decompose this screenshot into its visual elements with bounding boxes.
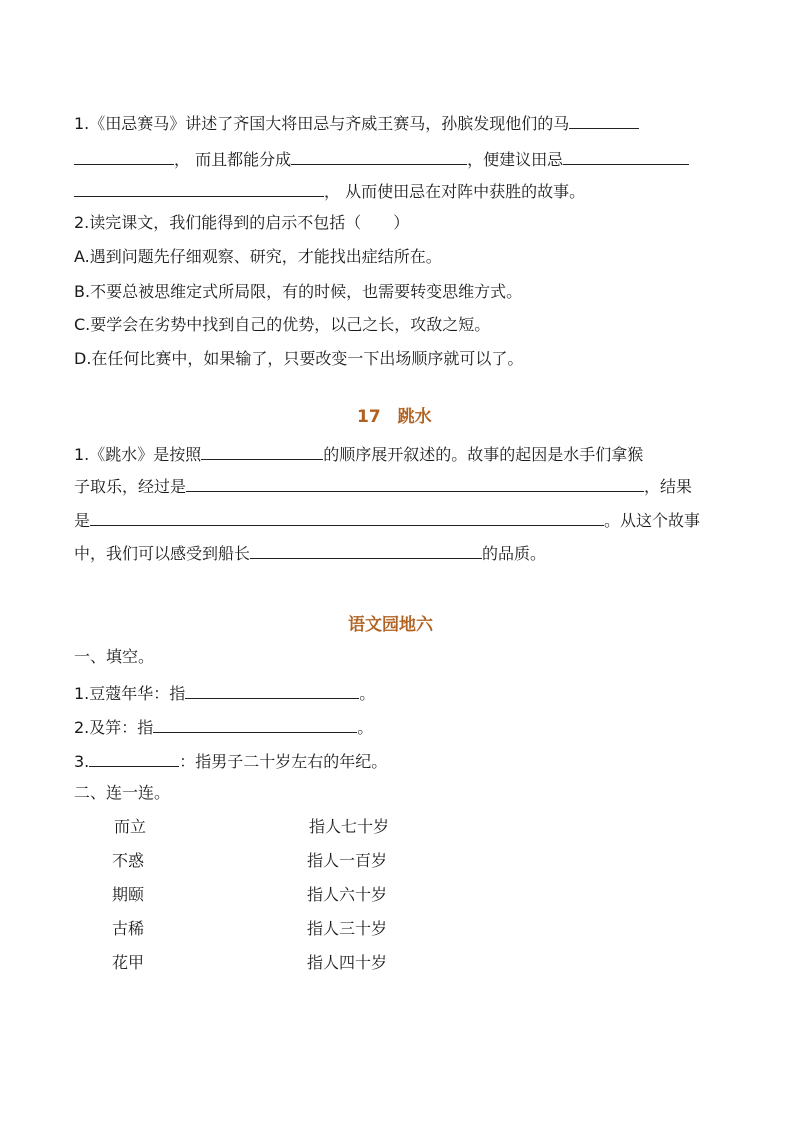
q16-2-option-c[interactable]: C.要学会在劣势中找到自己的优势，以己之长，攻敌之短。	[74, 315, 491, 334]
q17-1-line1	[74, 441, 643, 466]
q16-1-blank-1a[interactable]	[569, 110, 639, 129]
garden-part2-heading: 二、连一连。	[74, 783, 171, 802]
garden-part1-heading: 一、填空。	[74, 647, 155, 666]
match-left-0[interactable]: 而立	[114, 817, 147, 836]
garden-q1-blank[interactable]	[185, 680, 359, 699]
q17-1-line1-prefix: 1.《跳水》是按照	[74, 445, 202, 464]
q16-1-part2: ， 而且都能分成	[174, 150, 292, 169]
match-left-3[interactable]: 古稀	[112, 919, 145, 938]
q17-1-line2-prefix: 子取乐，经过是	[74, 477, 187, 496]
match-left-1[interactable]: 不惑	[112, 851, 145, 870]
garden-q2-prefix: 2.及笄：指	[74, 718, 154, 737]
garden-title: 语文园地六	[348, 615, 433, 635]
q17-1-line3-prefix: 是	[74, 511, 91, 530]
q17-1-blank-3[interactable]	[90, 507, 604, 526]
match-right-2[interactable]: 指人六十岁	[307, 885, 388, 904]
q16-1-part3: ，便建议田忌	[467, 150, 564, 169]
garden-q2-blank[interactable]	[153, 714, 357, 733]
q17-1-line3	[74, 507, 700, 532]
q16-2-option-a[interactable]: A.遇到问题先仔细观察、研究，才能找出症结所在。	[74, 247, 442, 266]
q17-1-blank-1[interactable]	[201, 441, 323, 460]
match-right-0[interactable]: 指人七十岁	[309, 817, 390, 836]
garden-q3-blank[interactable]	[89, 748, 179, 767]
q16-1-line3	[74, 178, 585, 203]
q16-1-line1	[74, 110, 639, 135]
q16-1-blank-3a[interactable]	[563, 146, 689, 165]
garden-q2-suffix: 。	[357, 718, 374, 737]
match-right-4[interactable]: 指人四十岁	[307, 953, 388, 972]
match-left-2[interactable]: 期颐	[112, 885, 145, 904]
q17-1-line4	[74, 540, 546, 565]
garden-q1-suffix: 。	[359, 684, 376, 703]
q17-1-blank-2[interactable]	[186, 473, 644, 492]
q16-1-suffix: ， 从而使田忌在对阵中获胜的故事。	[324, 182, 586, 201]
q16-1-blank-1b[interactable]	[74, 146, 174, 165]
q17-1-line4-prefix: 中，我们可以感受到船长	[74, 544, 251, 563]
match-right-1[interactable]: 指人一百岁	[307, 851, 388, 870]
garden-q2	[74, 714, 373, 739]
q16-1-blank-3b[interactable]	[74, 178, 324, 197]
garden-q1	[74, 680, 375, 705]
q16-1-blank-2[interactable]	[291, 146, 467, 165]
garden-q3-suffix: ：指男子二十岁左右的年纪。	[179, 752, 388, 771]
q16-2-option-b[interactable]: B.不要总被思维定式所局限，有的时候，也需要转变思维方式。	[74, 282, 523, 301]
q16-2-stem: 2.读完课文，我们能得到的启示不包括（ ）	[74, 213, 410, 232]
garden-q1-prefix: 1.豆蔻年华：指	[74, 684, 186, 703]
q16-1-prefix: 1.《田忌赛马》讲述了齐国大将田忌与齐威王赛马，孙膑发现他们的马	[74, 114, 570, 133]
q17-1-line2-suffix: ，结果	[644, 477, 693, 496]
q17-1-blank-4[interactable]	[250, 540, 482, 559]
match-left-4[interactable]: 花甲	[112, 953, 145, 972]
q17-1-line3-suffix: 。从这个故事	[604, 511, 701, 530]
section-17-title: 17 跳水	[357, 407, 432, 427]
garden-q3-prefix: 3.	[74, 752, 90, 771]
q17-1-line1-suffix: 的顺序展开叙述的。故事的起因是水手们拿猴	[323, 445, 644, 464]
q16-2-option-d[interactable]: D.在任何比赛中，如果输了，只要改变一下出场顺序就可以了。	[74, 349, 524, 368]
q17-1-line4-suffix: 的品质。	[482, 544, 547, 563]
q16-1-line2	[74, 146, 689, 171]
match-right-3[interactable]: 指人三十岁	[307, 919, 388, 938]
garden-q3	[74, 748, 387, 773]
q17-1-line2	[74, 473, 692, 498]
